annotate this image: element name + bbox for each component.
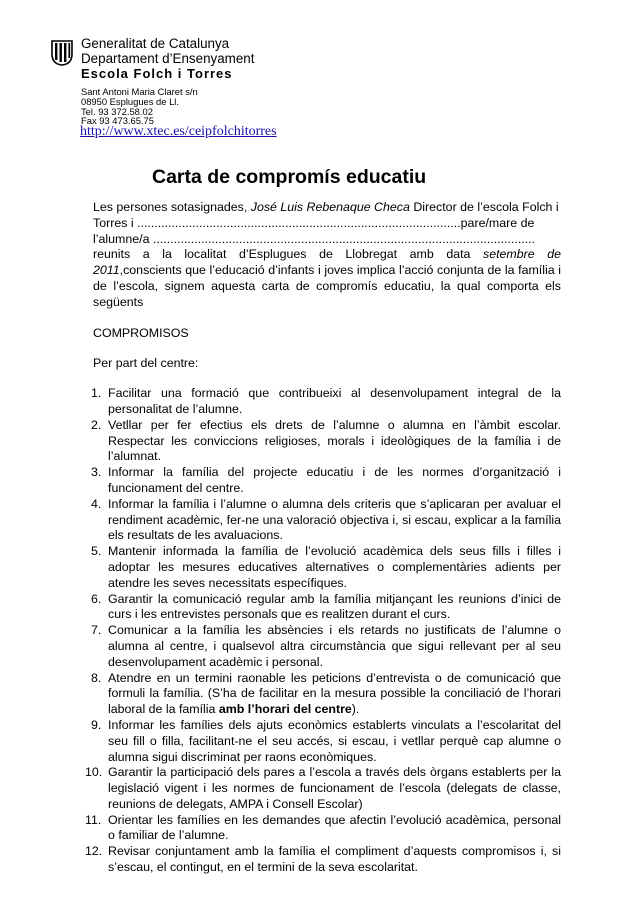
item-text: Vetllar per fer efectius els drets de l’alumne o alumna en l’àmbit escolar. Respectar les conviccions religioses, morals i ideològiques de la família i de l’alumnat. <box>108 417 561 464</box>
address-street: Sant Antoni Maria Claret s/n <box>81 86 198 97</box>
list-item <box>93 497 561 544</box>
intro-line-2: Torres i ..............................................................................................pare/mare de <box>93 215 535 230</box>
list-item <box>93 623 561 670</box>
item-number: 4. <box>91 496 102 511</box>
list-item <box>93 386 561 418</box>
list-item <box>85 844 561 876</box>
list-item <box>93 718 561 765</box>
generalitat-logo-icon <box>51 40 73 66</box>
list-item <box>93 465 561 497</box>
item-text: Orientar les famílies en les demandes que afectin l’evolució acadèmica, personal o familiar de l’alumne. <box>108 812 561 843</box>
item-number: 11. <box>85 812 102 827</box>
list-item <box>93 418 561 465</box>
list-item <box>93 592 561 624</box>
list-item <box>85 812 561 845</box>
item-number: 8. <box>91 670 102 685</box>
item-number: 5. <box>91 544 102 559</box>
item-number: 6. <box>91 591 102 606</box>
item-text: Informar les famílies dels ajuts econòmics establerts vinculats a l’escolaritat del seu fill o filla, facilitant-ne el seu accés, si escau, i vetllar perquè cap alumne o alumna sigui discriminat per raons econòmiques. <box>108 717 561 764</box>
address-phone: Tel. 93 372.58.02 <box>81 105 153 117</box>
item-text: Informar la família del projecte educatiu i de les normes d’organització i funcionament del centre. <box>108 465 561 495</box>
director-name: José Luis Rebenaque Checa <box>250 200 410 214</box>
item-number: 9. <box>91 717 102 732</box>
item-text: Comunicar a la família les absències i els retards no justificats de l’alumne o alumna al centre, i qualsevol altra circumstància que sigui rellevant per al seu desenvolupament acadèmic i personal. <box>108 623 561 669</box>
item-number: 10. <box>85 765 103 780</box>
intro-text-a: Les persones sotasignades, <box>93 200 251 214</box>
item-text: Garantir la comunicació regular amb la família mitjançant les reunions d’inici de curs i les entrevistes personals que es realitzen durant el curs. <box>108 591 561 622</box>
item-number: 2. <box>91 417 102 432</box>
item-number: 7. <box>91 623 102 638</box>
org-line-generalitat: Generalitat de Catalunya <box>81 36 230 51</box>
item-text-end: ). <box>351 702 360 717</box>
document-body <box>85 200 561 876</box>
item-text: Atendre en un termini raonable les peticions d’entrevista o de comunicació que formuli la família. (S’ha de facilitar en la mesura possible la conciliació de l’horari laboral de la família <box>108 670 561 717</box>
intro-text-b: Director de l’escola Folch i <box>409 200 559 214</box>
item-text: Garantir la participació dels pares a l’escola a través dels òrgans establerts per la legislació vigent i les normes de funcionament de l’escola (delegats de classe, reunions de delegats, AMPA i Consell Escolar) <box>108 765 561 811</box>
list-item <box>93 544 561 591</box>
item-text: Mantenir informada la família de l’evolució acadèmica dels seus fills i filles i adoptar les mesures educatives alternatives o complementàries adients per atendre les seves necessitats específiques. <box>108 544 561 590</box>
school-name: Escola Folch i Torres <box>81 66 233 81</box>
item-text: Facilitar una formació que contribueixi al desenvolupament integral de la personalitat de l’alumne. <box>108 386 561 416</box>
document-title: Carta de compromís educatiu <box>152 166 427 188</box>
item-text-bold: amb l’horari del centre <box>218 702 352 717</box>
list-item <box>85 765 561 812</box>
item-number: 1. <box>91 386 102 401</box>
item-text: Informar la família i l’alumne o alumna dels criteris que s’aplicaran per avaluar el rendiment acadèmic, fer-ne una valoració objectiva i, si escau, explicar a la família els resultats de les avaluacions. <box>108 496 561 543</box>
intro-line-3: l’alumne/a ............................................................................................................... <box>93 231 536 246</box>
intro-line-1 <box>93 200 561 216</box>
school-side-heading: Per part del centre: <box>93 356 199 371</box>
school-address <box>81 87 198 126</box>
address-fax: Fax 93 473.65.75 <box>81 115 154 127</box>
intro-date: setembre de 2011 <box>93 247 561 278</box>
item-number: 12. <box>85 844 103 859</box>
intro-text-d: ,conscients que l’educació d’infants i joves implica l’acció conjunta de la família i de l’escola, signem aquesta carta de compromís educatiu, la qual comporta els següents <box>93 263 561 309</box>
list-item <box>93 671 561 718</box>
intro-paragraph <box>93 200 561 311</box>
intro-line-4 <box>93 247 561 310</box>
school-website-link[interactable]: http://www.xtec.es/ceipfolchitorres <box>80 124 277 139</box>
commitments-list <box>85 386 561 876</box>
intro-text-c: reunits a la localitat d’Esplugues de Llobregat amb data <box>93 247 483 262</box>
item-number: 3. <box>91 465 102 480</box>
org-line-department: Departament d’Ensenyament <box>81 51 255 66</box>
commitments-heading: COMPROMISOS <box>93 325 189 340</box>
item-text: Revisar conjuntament amb la família el compliment d’aquests compromisos i, si s’escau, el contingut, en el termini de la seva escolaritat. <box>108 844 561 875</box>
address-city: 08950 Esplugues de Ll. <box>81 95 179 107</box>
organization-header <box>81 36 254 81</box>
